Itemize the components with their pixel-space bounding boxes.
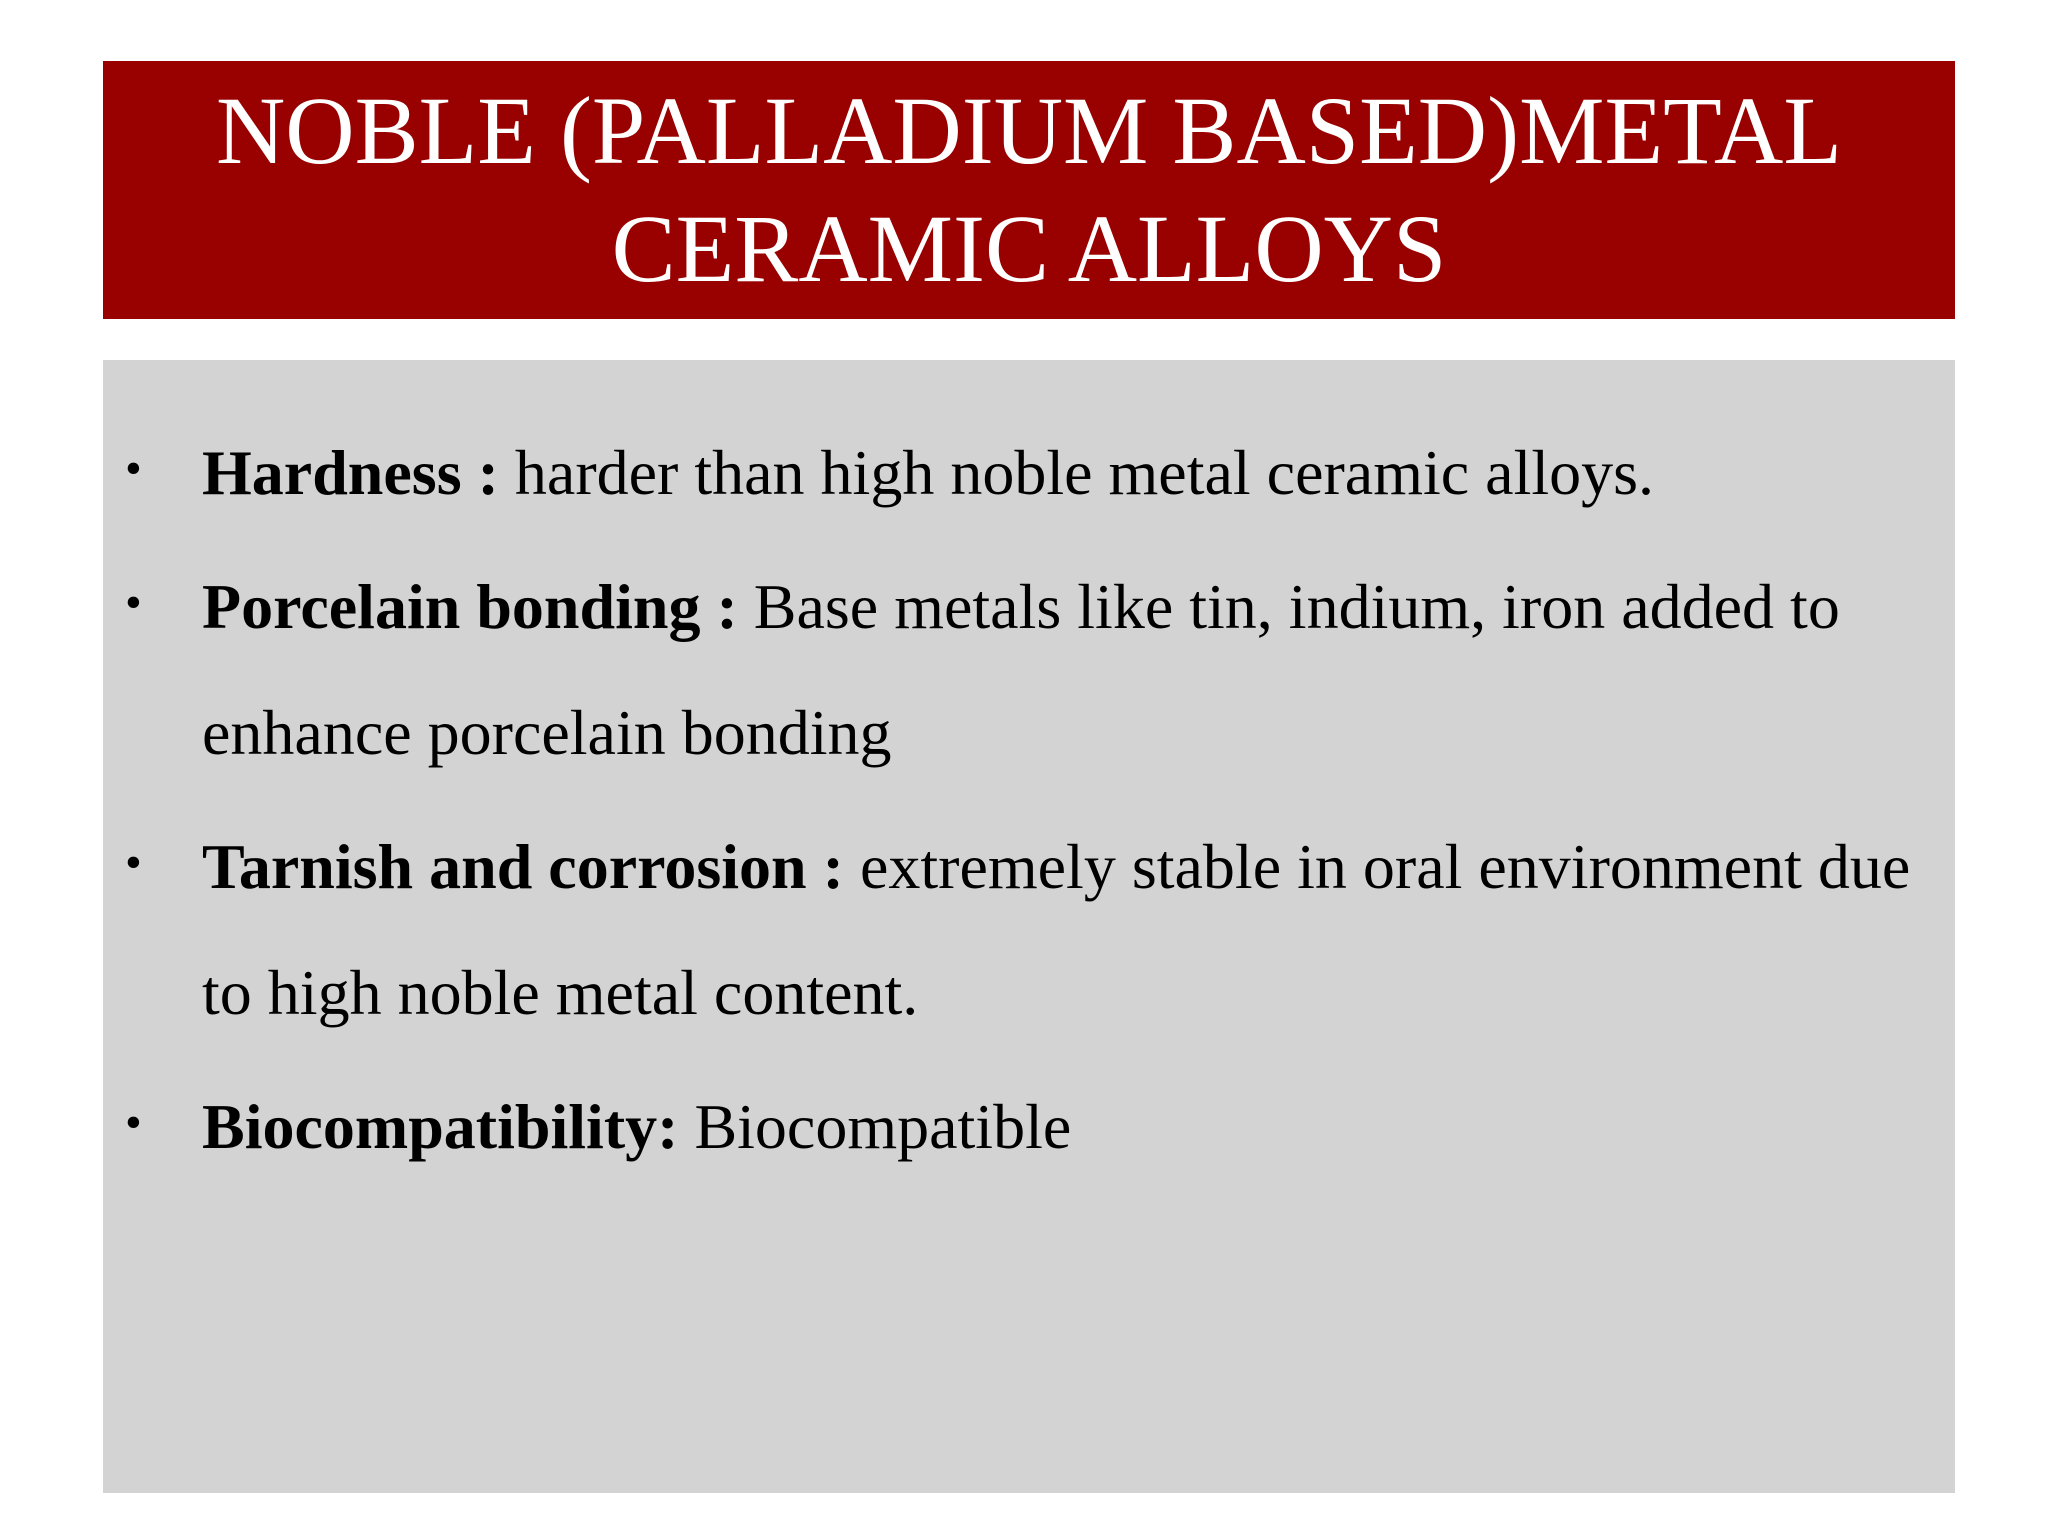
bullet-term-hardness: Hardness : <box>202 437 499 508</box>
bullet-text-porcelain-bonding: Base metals like tin, indium, iron added to enhance porcelain bonding <box>202 571 1840 768</box>
bullet-text-hardness: harder than high noble metal ceramic alloys. <box>498 437 1655 508</box>
bullet-text-tarnish-corrosion: extremely stable in oral environment due to high noble metal content. <box>202 831 1911 1028</box>
bullet-term-tarnish-corrosion: Tarnish and corrosion : <box>202 831 844 902</box>
bullet-marker: • <box>125 576 142 629</box>
slide-title <box>216 72 1842 308</box>
content-panel <box>103 360 1955 1493</box>
slide-title-line-2: CERAMIC ALLOYS <box>611 195 1447 302</box>
bullet-marker: • <box>125 1096 142 1149</box>
bullet-text-biocompatibility: Biocompatible <box>678 1091 1072 1162</box>
bullet-term-porcelain-bonding: Porcelain bonding : <box>202 571 738 642</box>
bullet-marker: • <box>125 442 142 495</box>
title-banner <box>103 61 1955 319</box>
bullet-item-hardness <box>103 410 1925 536</box>
bullet-item-tarnish-corrosion <box>103 804 1925 1056</box>
bullet-item-biocompatibility <box>103 1064 1925 1190</box>
bullet-item-porcelain-bonding <box>103 544 1925 796</box>
slide-title-line-1: NOBLE (PALLADIUM BASED)METAL <box>215 77 1843 184</box>
bullet-list <box>103 410 1925 1190</box>
bullet-marker: • <box>125 836 142 889</box>
bullet-term-biocompatibility: Biocompatibility: <box>202 1091 679 1162</box>
